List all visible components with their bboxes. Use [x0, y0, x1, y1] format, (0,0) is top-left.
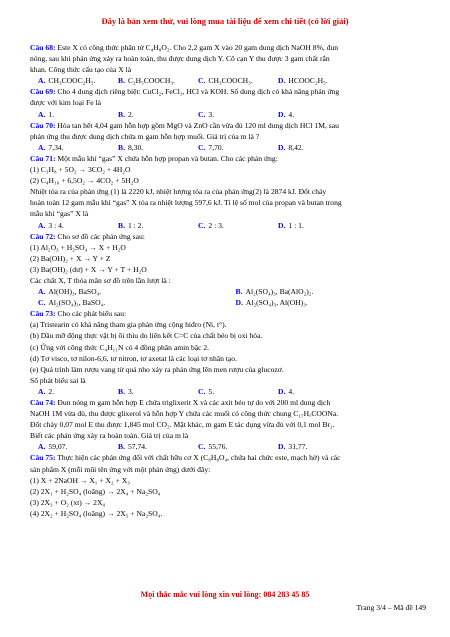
question-number: Câu 72:: [30, 231, 56, 241]
question-text: Hòa tan hết 4,04 gam hỗn hợp gồm MgO và ZnO cần vừa đủ 120 ml dung dịch HCl 1M, sau: [55, 120, 339, 130]
option-text: 4.: [288, 386, 295, 396]
option-letter: B.: [118, 109, 125, 119]
question-text: Các chất X, T thỏa mãn sơ đồ trên lần lượt là :: [30, 275, 171, 285]
question-line: [30, 419, 425, 430]
question-line: [30, 242, 425, 253]
question-block: [30, 86, 425, 119]
answer-options: [30, 142, 425, 153]
answer-option: [228, 297, 426, 308]
option-text: 31,77.: [288, 442, 308, 452]
answer-option: [110, 220, 190, 231]
question-text: Thực hiện các phản ứng đối với chất hữu cơ X (C₈H₈O₄, chứa hai chức este, mạch hở) và các: [55, 453, 341, 463]
question-line: [30, 319, 425, 330]
answer-options: [30, 441, 425, 452]
option-text: 59,07.: [48, 442, 68, 452]
option-text: 2.: [127, 109, 134, 119]
option-letter: D.: [278, 220, 286, 230]
question-text: (e) Quả trình làm rượu vang từ quả nho xảy ra phản ứng lên men rượu của glucozơ.: [30, 364, 284, 374]
option-letter: A.: [38, 142, 46, 152]
option-letter: B.: [118, 76, 125, 86]
question-text: (1) C₃H₈ + 5O₂ → 3CO₂ + 4H₂O: [30, 165, 131, 175]
option-letter: A.: [38, 109, 46, 119]
option-letter: B.: [118, 386, 125, 396]
question-line: [30, 508, 425, 519]
question-block: [30, 308, 425, 397]
question-number: Câu 70:: [30, 120, 56, 130]
option-text: 3.: [208, 109, 215, 119]
answer-option: [190, 142, 270, 153]
answer-option: [190, 386, 270, 397]
option-letter: D.: [278, 142, 286, 152]
question-line: [30, 175, 425, 186]
question-text: Nhiệt tỏa ra của phản ứng (1) là 2220 kJ, nhiệt lượng tỏa ra của phản ứng(2) là 2874 kJ. Đốt cháy: [30, 187, 327, 197]
option-letter: D.: [278, 442, 286, 452]
question-line: [30, 353, 425, 364]
question-text: (a) Tristearin có khả năng tham gia phản ứng cộng hiđro (Ni, t°).: [30, 320, 227, 330]
question-number: Câu 73:: [30, 309, 56, 319]
question-number: Câu 71:: [30, 153, 56, 163]
question-text: Cho sơ đồ các phản ứng sau:: [55, 231, 145, 241]
answer-options: [30, 386, 425, 397]
question-line: [30, 64, 425, 75]
question-text: mẫu khí “gas” X là: [30, 209, 89, 219]
question-block: [30, 153, 425, 231]
option-text: 3 : 4.: [48, 220, 64, 230]
option-text: 1 : 2.: [127, 220, 144, 230]
answer-option: [270, 142, 350, 153]
option-letter: D.: [235, 298, 243, 308]
option-letter: A.: [38, 386, 46, 396]
option-text: Al₂(SO₄)₃, Al(OH)₃.: [245, 298, 308, 308]
question-line: [30, 97, 425, 108]
questions-area: [30, 42, 425, 519]
option-text: 5.: [208, 386, 215, 396]
option-text: 55,76.: [208, 442, 228, 452]
question-line: [30, 364, 425, 375]
question-text: Cho 4 dung dịch riêng biệt: CuCl₂, FeCl₃, HCl và KOH. Số dung dịch có khả năng phản ứng: [55, 87, 340, 97]
answer-option: [270, 386, 350, 397]
answer-options: [30, 286, 425, 297]
question-text: (2) 2X₁ + H₂SO₄ (loãng) → 2X₄ + Na₂SO₄: [30, 486, 161, 496]
question-line: [30, 53, 425, 64]
question-line: [30, 475, 425, 486]
answer-option: [110, 386, 190, 397]
question-stem: [30, 86, 425, 97]
question-number: Câu 69:: [30, 87, 56, 97]
option-text: CH₃COOC₂H₅.: [48, 76, 96, 86]
question-line: [30, 497, 425, 508]
question-text: Biết các phản ứng xảy ra hoàn toàn. Giá trị của m là: [30, 431, 189, 441]
option-text: 7,34.: [48, 142, 64, 152]
question-text: hoàn toàn 12 gam mẫu khí “gas” X tỏa ra nhiệt lượng 597,6 kJ. Tỉ lệ số mol của propan và butan trong: [30, 198, 342, 208]
question-stem: [30, 308, 425, 319]
option-letter: A.: [38, 287, 46, 297]
option-letter: C.: [198, 76, 206, 86]
answer-option: [30, 386, 110, 397]
question-block: [30, 120, 425, 153]
question-line: [30, 131, 425, 142]
question-text: Đốt cháy 0,07 mol E thu được 1,845 mol CO₂. Mặt khác, m gam E tác dụng vừa đủ với 0,1 mol Br₂.: [30, 420, 335, 430]
answer-option: [190, 220, 270, 231]
question-line: [30, 342, 425, 353]
option-letter: D.: [278, 109, 286, 119]
option-text: 7,70.: [208, 142, 224, 152]
option-letter: B.: [118, 220, 125, 230]
option-text: HCOOC₂H₅.: [288, 76, 328, 86]
question-text: (1) Al₂O₃ + H₂SO₄ → X + H₂O: [30, 242, 126, 252]
answer-option: [30, 441, 110, 452]
question-stem: [30, 153, 425, 164]
question-block: [30, 397, 425, 452]
question-text: Một mẫu khí “gas” X chứa hỗn hợp propan và butan. Cho các phản ứng:: [55, 153, 278, 163]
answer-option: [190, 75, 270, 86]
answer-option: [110, 109, 190, 120]
option-letter: D.: [278, 76, 286, 86]
question-text: nóng, sau khi phản ứng xảy ra hoàn toàn, thu được dung dịch Y. Cô cạn Y thu được 3 gam chất rắn: [30, 54, 330, 64]
option-text: 8,42.: [288, 142, 304, 152]
question-block: [30, 42, 425, 86]
question-stem: [30, 452, 425, 463]
option-text: C₂H₅COOCH₃.: [127, 76, 175, 86]
question-stem: [30, 120, 425, 131]
answer-option: [110, 142, 190, 153]
question-line: [30, 464, 425, 475]
question-text: (2) Ba(OH)₂ + X → Y + Z: [30, 253, 111, 263]
option-text: 1 : 1.: [288, 220, 304, 230]
question-text: Đun nóng m gam hỗn hợp E chứa triglixerit X và các axit béo tự do với 200 ml dung dịch: [55, 398, 331, 407]
option-letter: A.: [38, 76, 46, 86]
question-text: (2) C₄H₁₀ + 6,5O₂ → 4CO₂ + 5H₂O: [30, 176, 139, 186]
option-text: CH₃COOCH₃.: [208, 76, 253, 86]
question-text: (d) Tơ visco, tơ nilon-6,6, tơ nitron, tơ axetat là các loại tơ nhân tạo.: [30, 353, 237, 363]
question-number: Câu 74:: [30, 398, 56, 407]
page-number: Trang 3/4 – Mã đề 149: [356, 603, 426, 612]
option-letter: C.: [198, 109, 206, 119]
option-letter: C.: [198, 442, 206, 452]
question-number: Câu 75:: [30, 453, 56, 463]
answer-option: [190, 109, 270, 120]
contact-footer: Mọi thắc mắc vui lòng xin vui lòng: 084 283 45 85: [140, 590, 310, 599]
answer-options: [30, 109, 425, 120]
question-text: (3) 2X₃ + O₂ (xt) → 2X₄: [30, 497, 106, 507]
question-text: phản ứng thu được dung dịch chứa m gam hỗn hợp muối. Giá trị của m là ?: [30, 131, 260, 141]
question-block: [30, 452, 425, 519]
answer-option: [30, 75, 110, 86]
answer-options: [30, 297, 425, 308]
preview-banner: Đây là bản xem thử, vui lòng mua tài liệu để xem chi tiết (có lời giải): [101, 16, 349, 26]
question-text: (4) 2X₂ + H₂SO₄ (loãng) → 2X₅ + Na₂SO₄.: [30, 508, 163, 518]
option-text: Al₂(SO₄)₃, BaSO₄.: [48, 298, 106, 308]
answer-option: [270, 220, 350, 231]
answer-option: [270, 441, 350, 452]
option-letter: C.: [198, 220, 206, 230]
question-text: sản phẩm X (mỗi mũi tên ứng với một phản ứng) dưới đây:: [30, 464, 211, 474]
answer-options: [30, 75, 425, 86]
question-text: (b) Dầu mỡ động thực vật bị ôi thiu do liên kết C=C của chất béo bị oxi hóa.: [30, 331, 263, 341]
question-line: [30, 375, 425, 386]
option-letter: B.: [118, 442, 125, 452]
question-line: [30, 197, 425, 208]
question-text: được với kim loại Fe là: [30, 98, 101, 108]
question-line: [30, 208, 425, 219]
answer-option: [270, 75, 350, 86]
question-text: NaOH 1M vừa đủ, thu được glixerol và hỗn hợp Y chứa các muối có công thức chung C₁₇HₓCOONa.: [30, 409, 339, 419]
question-line: [30, 253, 425, 264]
option-letter: C.: [198, 386, 206, 396]
answer-option: [30, 142, 110, 153]
question-stem: [30, 231, 425, 242]
option-letter: A.: [38, 442, 46, 452]
question-line: [30, 264, 425, 275]
question-line: [30, 164, 425, 175]
option-letter: C.: [38, 298, 46, 308]
question-text: Cho các phát biểu sau:: [55, 309, 127, 319]
question-text: (1) X + 2NaOH → X₁ + X₂ + X₃: [30, 475, 130, 485]
option-text: 57,74.: [127, 442, 147, 452]
option-letter: D.: [278, 386, 286, 396]
question-text: (c) Ứng với công thức C₄H₁₁N có 4 đồng phân amin bậc 2.: [30, 342, 210, 352]
question-stem: [30, 397, 425, 408]
answer-option: [270, 109, 350, 120]
answer-option: [228, 286, 426, 297]
answer-option: [30, 109, 110, 120]
question-number: Câu 68:: [30, 43, 56, 52]
question-line: [30, 408, 425, 419]
answer-option: [110, 441, 190, 452]
option-text: 3.: [127, 386, 134, 396]
question-block: [30, 231, 425, 309]
option-text: 2 : 3.: [208, 220, 224, 230]
option-text: Al₂(SO₄)₃, Ba(AlO₂)₂.: [245, 287, 314, 297]
question-text: khan. Công thức cấu tạo của X là: [30, 65, 132, 75]
option-text: 2.: [48, 386, 55, 396]
question-line: [30, 275, 425, 286]
question-text: Số phát biểu sai là: [30, 375, 86, 385]
answer-option: [30, 220, 110, 231]
question-text: (3) Ba(OH)₂ (dư) + X → Y + T + H₂O: [30, 264, 147, 274]
option-text: 4.: [288, 109, 295, 119]
option-letter: B.: [118, 142, 125, 152]
question-line: [30, 330, 425, 341]
answer-option: [190, 441, 270, 452]
option-text: 1.: [48, 109, 55, 119]
answer-option: [110, 75, 190, 86]
question-line: [30, 430, 425, 441]
answer-options: [30, 220, 425, 231]
option-letter: B.: [235, 287, 243, 297]
question-stem: [30, 42, 425, 53]
option-text: 8,30.: [127, 142, 144, 152]
option-letter: C.: [198, 142, 206, 152]
answer-option: [30, 297, 228, 308]
option-text: Al(OH)₃, BaSO₄.: [48, 287, 102, 297]
question-line: [30, 186, 425, 197]
option-letter: A.: [38, 220, 46, 230]
question-line: [30, 486, 425, 497]
question-text: Este X có công thức phân tử C₄H₈O₂. Cho 2,2 gam X vào 20 gam dung dịch NaOH 8%, đun: [55, 43, 339, 52]
answer-option: [30, 286, 228, 297]
